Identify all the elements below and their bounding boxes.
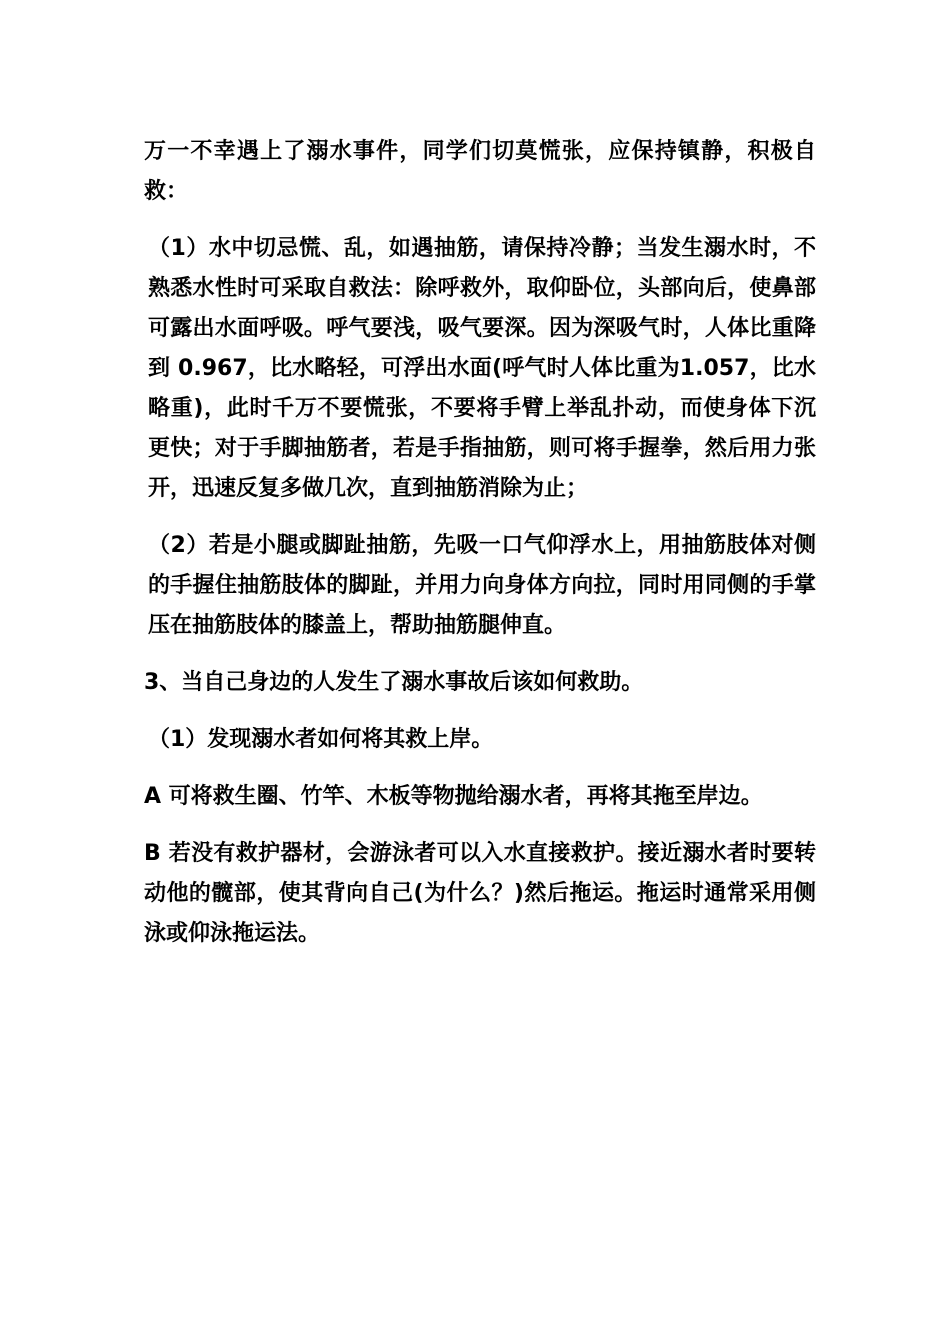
paragraph-option-a: A 可将救生圈、竹竿、木板等物抛给溺水者，再将其拖至岸边。: [144, 784, 763, 809]
paragraph-option-b: B 若没有救护器材，会游泳者可以入水直接救护。接近溺水者时要转动他的髋部，使其背向自己(为什么？)然后拖运。拖运时通常采用侧泳或仰泳拖运法。: [144, 841, 816, 946]
paragraph-self-rescue-2: （2）若是小腿或脚趾抽筋，先吸一口气仰浮水上，用抽筋肢体对侧的手握住抽筋肢体的脚趾，并用力向身体方向拉，同时用同侧的手掌压在抽筋肢体的膝盖上，帮助抽筋腿伸直。: [148, 533, 816, 638]
subheading-rescue-1: （1）发现溺水者如何将其救上岸。: [148, 727, 494, 752]
paragraph-self-rescue-1: （1）水中切忌慌、乱，如遇抽筋，请保持冷静；当发生溺水时，不熟悉水性时可采取自救法：除呼救外，取仰卧位，头部向后，使鼻部可露出水面呼吸。呼气要浅，吸气要深。因为深吸气时，人体比重降到 0.967，比水略轻，可浮出水面(呼气时人体比重为1.057，比水略重)，此时千万不要慌张，不要将手臂上举乱扑动，而使身体下沉更快；对于手脚抽筋者，若是手指抽筋，则可将手握拳，然后用力张开，迅速反复多做几次，直到抽筋消除为止；: [148, 236, 816, 501]
section-heading-3: 3、当自己身边的人发生了溺水事故后该如何救助。: [144, 670, 644, 695]
document-body: [144, 132, 816, 971]
paragraph-intro: 万一不幸遇上了溺水事件，同学们切莫慌张，应保持镇静，积极自救：: [144, 139, 816, 204]
